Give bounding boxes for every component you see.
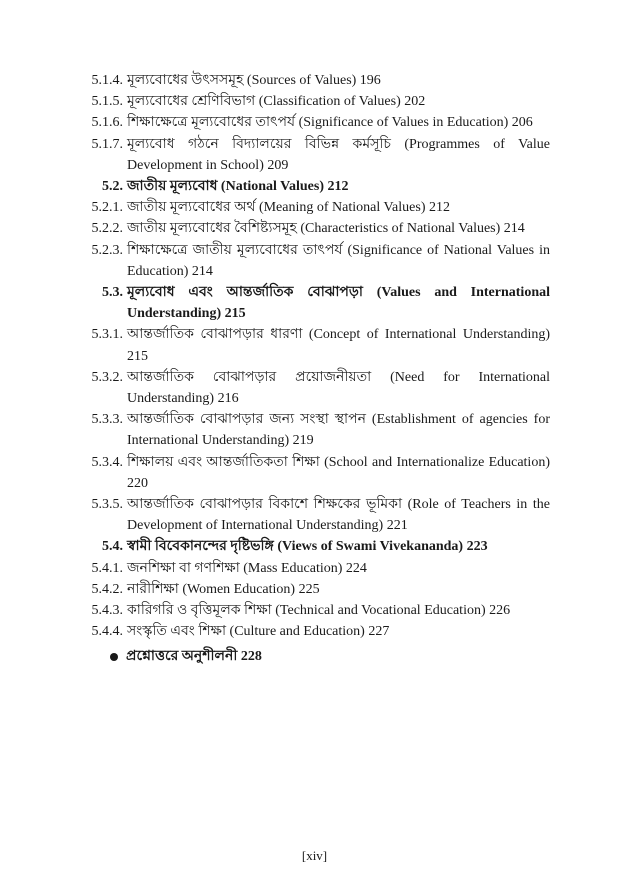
- section-number: 5.4.4.: [91, 624, 123, 640]
- section-title: আন্তর্জাতিক বোঝাপড়ার জন্য সংস্থা স্থাপন (Establishment of agencies for International Understanding) 219: [127, 412, 550, 449]
- section-title: সংস্কৃতি এবং শিক্ষা (Culture and Education) 227: [127, 624, 390, 640]
- page-number: [xiv]: [301, 848, 328, 863]
- toc-entry: [80, 134, 550, 176]
- section-number: 5.4.: [102, 539, 123, 555]
- section-title: আন্তর্জাতিক বোঝাপড়ার প্রয়োজনীয়তা (Need for International Understanding) 216: [127, 369, 550, 407]
- toc-entry: [80, 218, 550, 239]
- toc-entry: [80, 494, 550, 536]
- section-title: মূল্যবোধের শ্রেণিবিভাগ (Classification of Values) 202: [127, 94, 426, 110]
- toc-entry: [80, 600, 550, 621]
- section-title: স্বামী বিবেকানন্দের দৃষ্টিভঙ্গি (Views of Swami Vivekananda) 223: [127, 539, 488, 555]
- section-title: জনশিক্ষা বা গণশিক্ষা (Mass Education) 224: [127, 560, 367, 576]
- toc-entry: [80, 324, 550, 366]
- section-number: 5.1.4.: [91, 73, 123, 88]
- section-title: মূল্যবোধ এবং আন্তর্জাতিক বোঝাপড়া (Values and International Understanding) 215: [127, 285, 550, 322]
- toc-entry: [80, 91, 550, 112]
- section-number: 5.1.5.: [91, 94, 123, 110]
- toc-entry: [80, 621, 550, 642]
- section-number: 5.4.1.: [91, 560, 123, 576]
- section-number: 5.3.5.: [91, 497, 123, 513]
- section-title: শিক্ষালয় এবং আন্তর্জাতিকতা শিক্ষা (School and Internationalize Education) 220: [127, 454, 550, 491]
- exercise-entry: [80, 646, 550, 667]
- section-number: 5.3.4.: [91, 454, 123, 470]
- section-title: শিক্ষাক্ষেত্রে মূল্যবোধের তাৎপর্য (Significance of Values in Education) 206: [127, 115, 533, 131]
- table-of-contents: [80, 70, 550, 667]
- section-number: 5.3.2.: [91, 369, 123, 385]
- section-number: 5.2.1.: [91, 200, 123, 216]
- section-title: জাতীয় মূল্যবোধ (National Values) 212: [127, 179, 349, 195]
- section-number: 5.4.3.: [91, 603, 123, 619]
- section-number: 5.3.3.: [91, 412, 123, 428]
- section-number: 5.3.1.: [91, 327, 123, 343]
- section-number: 5.2.3.: [91, 242, 123, 258]
- section-number: 5.3.: [102, 285, 123, 301]
- section-title: জাতীয় মূল্যবোধের বৈশিষ্ট্যসমূহ (Characteristics of National Values) 214: [127, 221, 525, 237]
- toc-entry: [80, 176, 550, 197]
- toc-entry: [80, 579, 550, 600]
- exercise-title: প্রশ্নোত্তরে অনুশীলনী 228: [126, 649, 262, 665]
- bullet-icon: [110, 653, 118, 661]
- section-number: 5.2.: [102, 179, 123, 195]
- section-number: 5.1.7.: [91, 136, 123, 152]
- section-title: কারিগরি ও বৃত্তিমূলক শিক্ষা (Technical and Vocational Education) 226: [127, 603, 511, 619]
- section-number: 5.1.6.: [91, 115, 123, 131]
- section-title: আন্তর্জাতিক বোঝাপড়ার বিকাশে শিক্ষকের ভূমিকা (Role of Teachers in the Development of International Understanding) 221: [127, 497, 550, 534]
- section-number: 5.2.2.: [91, 221, 123, 237]
- section-title: মূল্যবোধের উৎসসমূহ (Sources of Values) 196: [127, 73, 381, 88]
- section-number: 5.4.2.: [91, 581, 123, 597]
- toc-entry: [80, 409, 550, 451]
- section-title: নারীশিক্ষা (Women Education) 225: [127, 581, 320, 597]
- toc-entry: [80, 558, 550, 579]
- section-title: শিক্ষাক্ষেত্রে জাতীয় মূল্যবোধের তাৎপর্য (Significance of National Values in Education) 214: [127, 242, 550, 279]
- section-title: মূল্যবোধ গঠনে বিদ্যালয়ের বিভিন্ন কর্মসূচি (Programmes of Value Development in School) 209: [127, 136, 550, 173]
- toc-entry: [80, 536, 550, 557]
- toc-entry: [80, 282, 550, 324]
- toc-entry: [80, 452, 550, 494]
- toc-entry: [80, 70, 550, 91]
- toc-entry: [80, 367, 550, 409]
- toc-entry: [80, 112, 550, 133]
- section-title: আন্তর্জাতিক বোঝাপড়ার ধারণা (Concept of International Understanding) 215: [127, 327, 550, 364]
- toc-entry: [80, 240, 550, 282]
- toc-entry: [80, 197, 550, 218]
- section-title: জাতীয় মূল্যবোধের অর্থ (Meaning of National Values) 212: [127, 200, 450, 216]
